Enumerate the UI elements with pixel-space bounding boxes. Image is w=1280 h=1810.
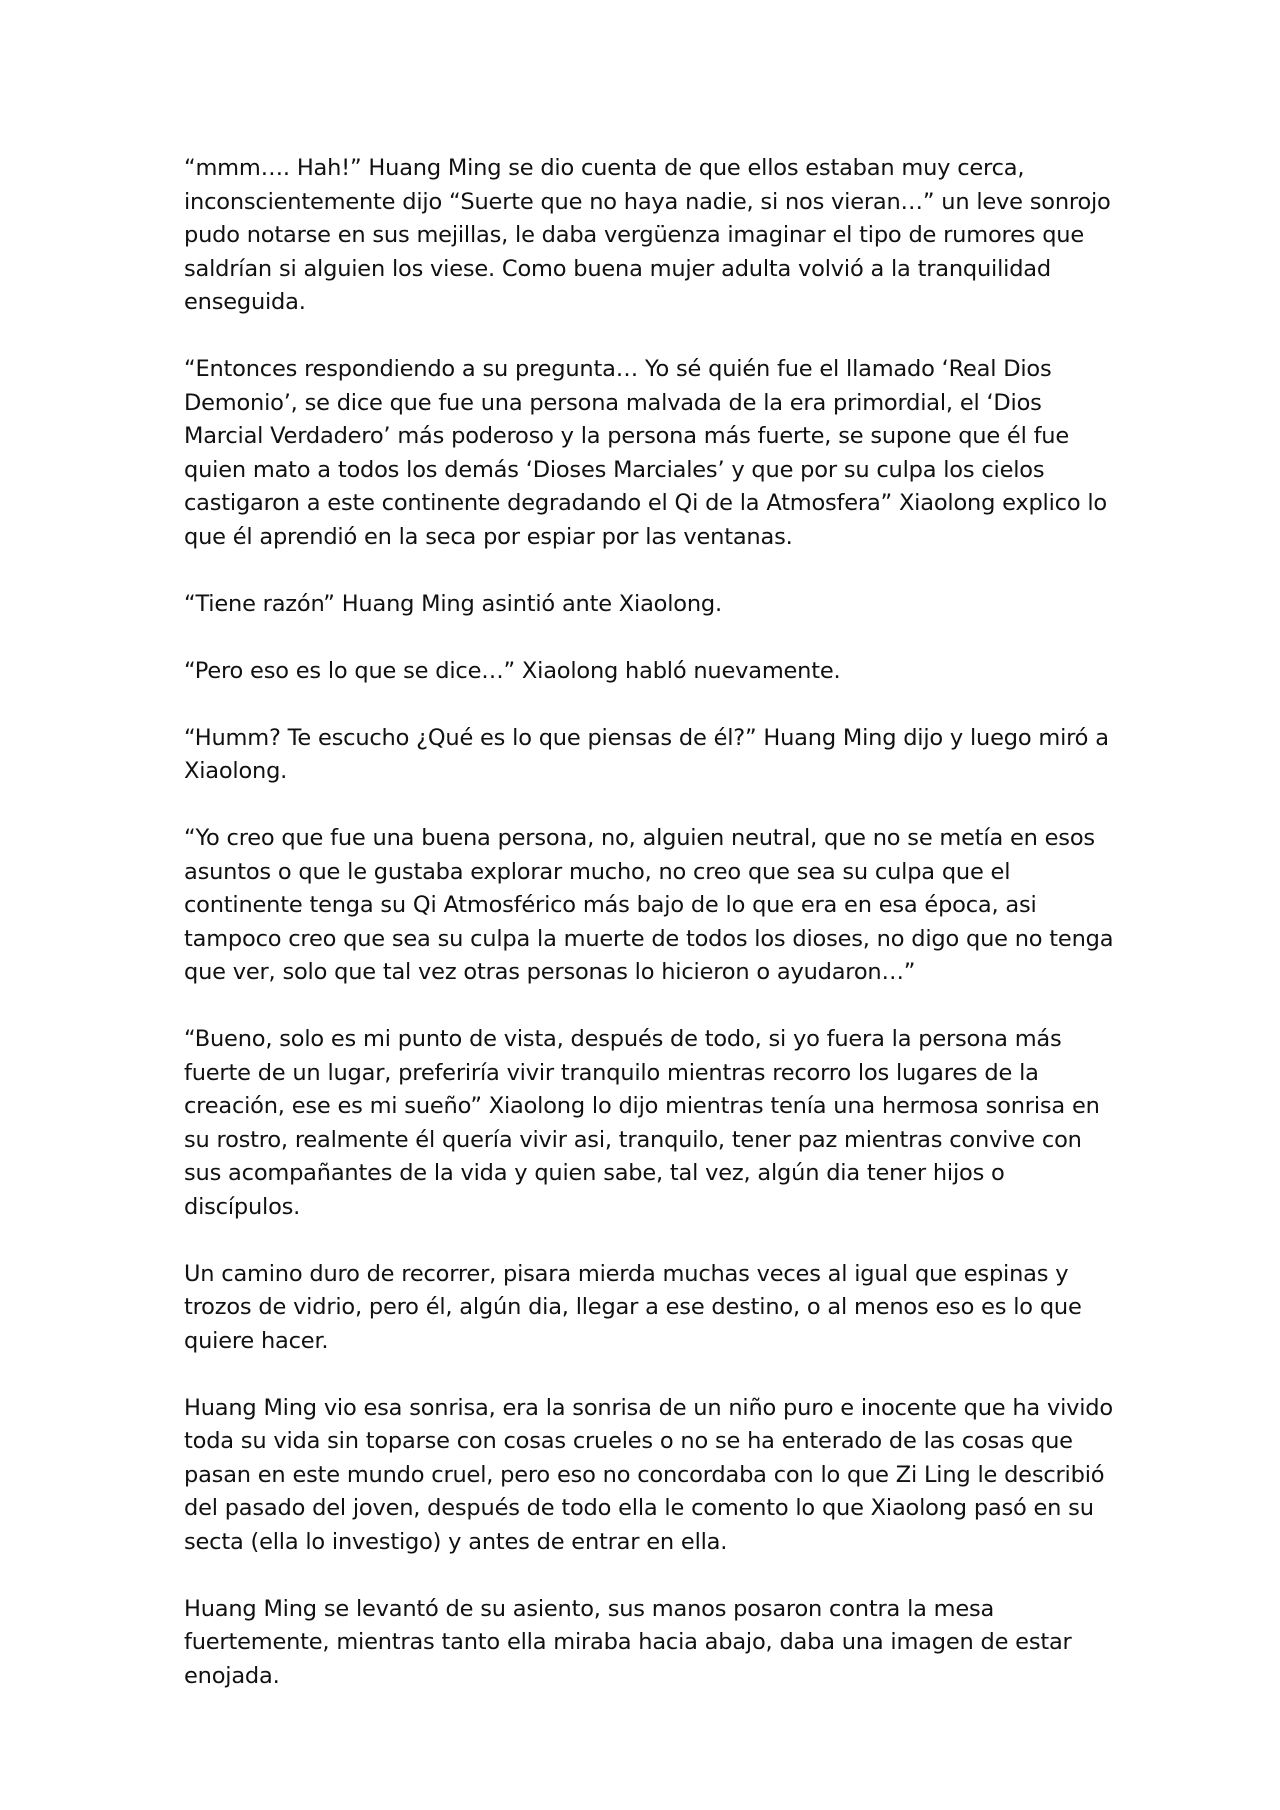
paragraph-1: “mmm…. Hah!” Huang Ming se dio cuenta de que ellos estaban muy cerca, inconscientemente dijo “Suerte que no haya nadie, si nos vieran…” un leve sonrojo pudo notarse en sus mejillas, le daba vergüenza imaginar el tipo de rumores que saldrían si alguien los viese. Como buena mujer adulta volvió a la tranquilidad enseguida. <box>184 155 1111 315</box>
document-body <box>184 152 1114 1727</box>
paragraph-7: “Bueno, solo es mi punto de vista, después de todo, si yo fuera la persona más fuerte de un lugar, preferiría vivir tranquilo mientras recorro los lugares de la creación, ese es mi sueño” Xiaolong lo dijo mientras tenía una hermosa sonrisa en su rostro, realmente él quería vivir asi, tranquilo, tener paz mientras convive con sus acompañantes de la vida y quien sabe, tal vez, algún dia tener hijos o discípulos. <box>184 1026 1100 1220</box>
paragraph-6: “Yo creo que fue una buena persona, no, alguien neutral, que no se metía en esos asuntos o que le gustaba explorar mucho, no creo que sea su culpa que el continente tenga su Qi Atmosférico más bajo de lo que era en esa época, asi tampoco creo que sea su culpa la muerte de todos los dioses, no digo que no tenga que ver, solo que tal vez otras personas lo hicieron o ayudaron…” <box>184 825 1114 985</box>
paragraph-9: Huang Ming vio esa sonrisa, era la sonrisa de un niño puro e inocente que ha vivido toda su vida sin toparse con cosas crueles o no se ha enterado de las cosas que pasan en este mundo cruel, pero eso no concordaba con lo que Zi Ling le describió del pasado del joven, después de todo ella le comento lo que Xiaolong pasó en su secta (ella lo investigo) y antes de entrar en ella. <box>184 1394 1113 1555</box>
paragraph-3: “Tiene razón” Huang Ming asintió ante Xiaolong. <box>184 590 722 617</box>
paragraph-5: “Humm? Te escucho ¿Qué es lo que piensas de él?” Huang Ming dijo y luego miró a Xiaolong. <box>184 724 1109 784</box>
paragraph-10: Huang Ming se levantó de su asiento, sus manos posaron contra la mesa fuertemente, mientras tanto ella miraba hacia abajo, daba una imagen de estar enojada. <box>184 1595 1072 1689</box>
paragraph-4: “Pero eso es lo que se dice…” Xiaolong habló nuevamente. <box>184 657 841 684</box>
paragraph-2: “Entonces respondiendo a su pregunta… Yo sé quién fue el llamado ‘Real Dios Demonio’, se dice que fue una persona malvada de la era primordial, el ‘Dios Marcial Verdadero’ más poderoso y la persona más fuerte, se supone que él fue quien mato a todos los demás ‘Dioses Marciales’ y que por su culpa los cielos castigaron a este continente degradando el Qi de la Atmosfera” Xiaolong explico lo que él aprendió en la seca por espiar por las ventanas. <box>184 356 1107 550</box>
paragraph-8: Un camino duro de recorrer, pisara mierda muchas veces al igual que espinas y trozos de vidrio, pero él, algún dia, llegar a ese destino, o al menos eso es lo que quiere hacer. <box>184 1260 1082 1354</box>
